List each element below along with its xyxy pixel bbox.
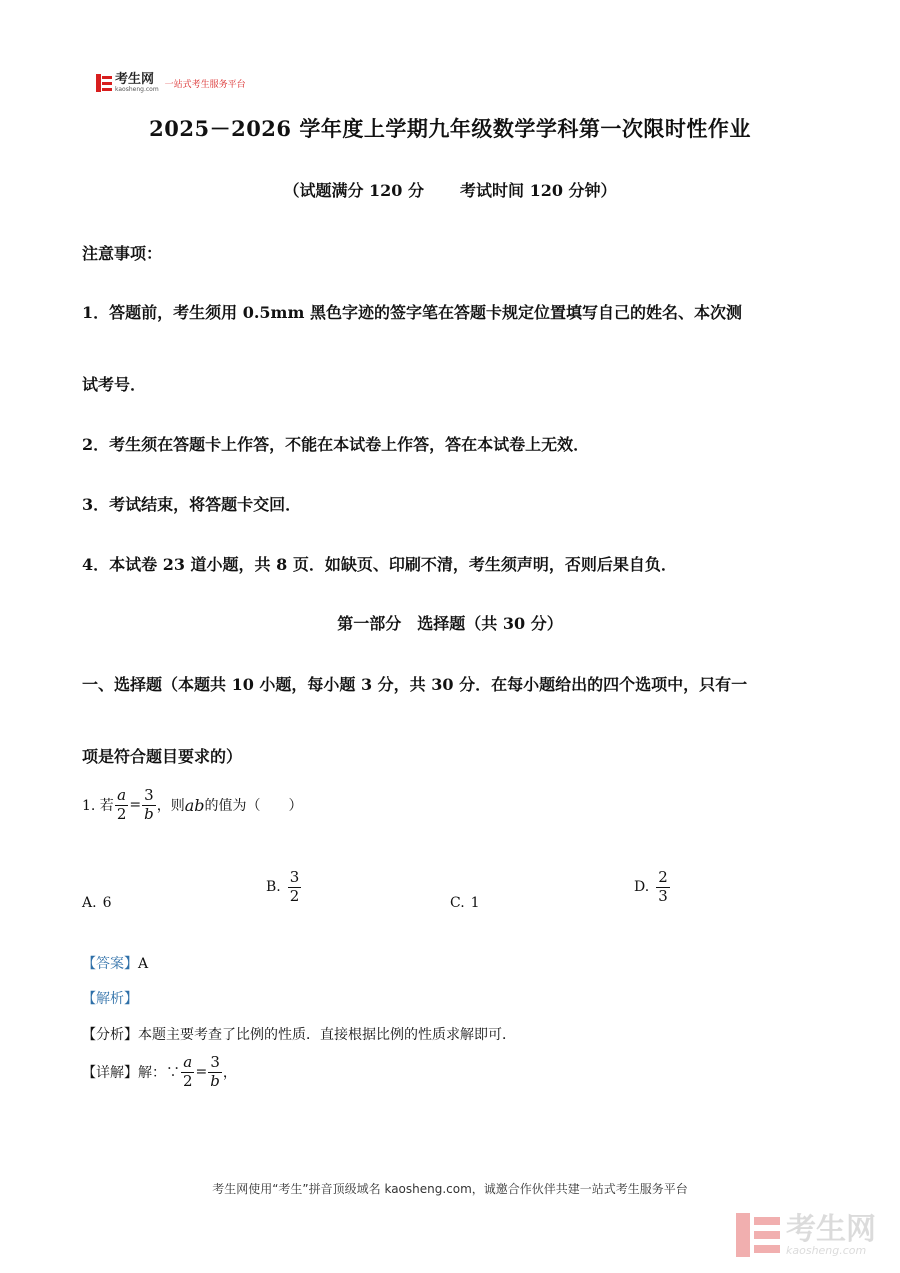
frac-num: 2 xyxy=(658,868,668,886)
question-1-number: 1. 若 xyxy=(82,798,114,815)
answer-tag: 【答案】 xyxy=(82,956,138,972)
fraction-a-over-2 xyxy=(115,788,129,823)
fenxi-line xyxy=(82,1024,516,1044)
detail-end: ， xyxy=(222,1065,237,1082)
equals-sign: = xyxy=(129,797,142,814)
option-b-fraction xyxy=(288,870,302,905)
answer-value: A xyxy=(138,956,149,972)
part-1-heading: 第一部分 选择题（共 30 分） xyxy=(337,614,563,633)
notice-item-4: 4．本试卷 23 道小题，共 8 页．如缺页、印刷不清，考生须声明，否则后果自负． xyxy=(82,555,677,574)
option-value: 1 xyxy=(470,895,480,911)
watermark-domain: kaosheng.com xyxy=(786,1243,867,1257)
frac-den: 2 xyxy=(183,1071,193,1090)
option-d-fraction xyxy=(656,870,670,905)
question-1-middle: ，则 xyxy=(156,798,185,815)
option-label: D. xyxy=(634,879,650,896)
option-label: B. xyxy=(266,879,281,896)
option-b xyxy=(266,870,302,905)
frac-num: a xyxy=(183,1053,193,1071)
frac-num: 3 xyxy=(210,1053,220,1071)
frac-den: 2 xyxy=(116,804,127,823)
frac-num: 3 xyxy=(144,786,154,804)
option-label: C. xyxy=(450,895,465,911)
notice-item-2: 2．考生须在答题卡上作答，不能在本试卷上作答，答在本试卷上无效． xyxy=(82,435,590,454)
detail-fraction-left xyxy=(181,1055,195,1090)
exam-info xyxy=(0,178,900,201)
fraction-3-over-b xyxy=(142,788,156,823)
frac-num: 3 xyxy=(289,868,300,886)
detail-text: 解：∵ xyxy=(138,1065,180,1082)
option-c xyxy=(450,895,480,911)
fenxi-tag: 【分析】 xyxy=(82,1027,138,1043)
page-title: 2025－2026 学年度上学期九年级数学学科第一次限时性作业 xyxy=(149,116,751,141)
frac-den: 3 xyxy=(658,886,668,905)
analysis-tag: 【解析】 xyxy=(82,991,138,1007)
watermark-name: 考生网 xyxy=(786,1211,876,1247)
option-label: A. xyxy=(82,895,97,911)
page-footer: 考生网使用“考生”拼音顶级域名 kaosheng.com，诚邀合作伙伴共建一站式考生服务平台 xyxy=(212,1182,688,1196)
detail-tag: 【详解】 xyxy=(82,1065,138,1082)
analysis-line xyxy=(82,988,138,1008)
exam-score: （试题满分 120 分 xyxy=(283,181,424,200)
notice-item-1-line-2: 试考号． xyxy=(82,375,147,394)
watermark-logo-icon xyxy=(736,1213,780,1257)
section-1-line-1: 一、选择题（本题共 10 小题，每小题 3 分，共 30 分．在每小题给出的四个选项中，只有一 xyxy=(82,675,748,694)
brand-logo xyxy=(96,72,246,94)
logo-name: 考生网 xyxy=(115,72,155,87)
question-1-tail: 的值为（ ） xyxy=(204,798,303,815)
kaosheng-logo-icon xyxy=(96,74,112,92)
logo-domain: kaosheng.com xyxy=(115,86,159,93)
option-a xyxy=(82,895,111,911)
question-1-expr: ab xyxy=(184,795,205,815)
notice-item-1-line-1: 1．答题前，考生须用 0.5mm 黑色字迹的签字笔在答题卡规定位置填写自己的姓名、本次测 xyxy=(82,303,742,322)
watermark xyxy=(736,1213,876,1257)
notice-item-3: 3．考试结束，将答题卡交回． xyxy=(82,495,302,514)
detail-fraction-right xyxy=(208,1055,222,1090)
section-1-line-2: 项是符合题目要求的） xyxy=(82,747,243,766)
question-1 xyxy=(82,788,302,823)
fenxi-text: 本题主要考查了比例的性质．直接根据比例的性质求解即可． xyxy=(138,1027,516,1043)
option-value: 6 xyxy=(102,895,112,911)
frac-num: a xyxy=(117,786,127,804)
frac-den: 2 xyxy=(289,886,300,905)
answer-line xyxy=(82,953,148,973)
frac-den: b xyxy=(210,1071,220,1090)
detail-line xyxy=(82,1055,237,1090)
notice-heading: 注意事项： xyxy=(82,244,163,263)
logo-slogan: 一站式考生服务平台 xyxy=(164,79,246,90)
exam-time: 考试时间 120 分钟） xyxy=(460,181,617,200)
frac-den: b xyxy=(144,804,154,823)
equals-sign: = xyxy=(195,1064,208,1081)
option-d xyxy=(634,870,671,905)
